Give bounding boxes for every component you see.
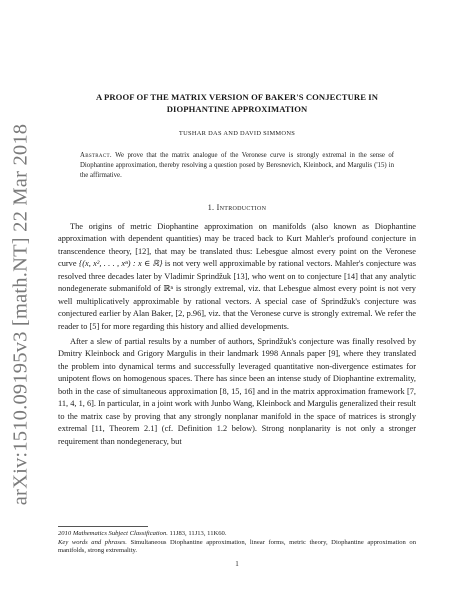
abstract [80,151,394,182]
section-title: Introduction [216,202,267,212]
msc-label: 2010 Mathematics Subject Classification. [58,530,168,537]
intro-paragraph-2: After a slew of partial results by a number of authors, Sprindžuk's conjecture was finally resolved by Dmitry Kleinbock and Grigory Margulis in their landmark 1998 Annals paper [9], where they translated the problem into dynamical terms and successfully leveraged quantitative non-divergence estimates for unipotent flows on homogenous spaces. There has since been an intense study of Diophantine extremality, both in the case of simultaneous approximation [8, 15, 16] and in the matrix approximation framework [7, 11, 4, 1, 6]. In particular, in a joint work with Junbo Wang, Kleinbock and Margulis generalized their result to the matrix case by proving that any strongly nonplanar manifold in the space of matrices is strongly extremal [11, Theorem 2.1] (cf. Definition 1.2 below). Strong nonplanarity is not only a stronger requirement than nondegeneracy, but [58,336,416,446]
intro-paragraph-1-text-c: is strongly extremal, viz. that Lebesgue almost every point is not very well multiplicatively approximable by rational vectors. A special case of Sprindžuk's conjecture was conjectured earlier by Alan Baker, [2, p.96], viz. that the Veronese curve is strongly extremal. We refer the reader to [5] for more regarding this history and allied developments. [58,284,416,331]
paper-title: A PROOF OF THE MATRIX VERSION OF BAKER'S CONJECTURE IN DIOPHANTINE APPROXIMATION [95,92,379,114]
msc-footnote [58,530,416,539]
paper-authors: TUSHAR DAS AND DAVID SIMMONS [178,130,296,137]
intro-paragraph-1-text-b: is not very well approximable by rational vectors. Mahler's conjecture was resolved three decades later by Vladimir Sprindžuk [13], who went on to conjecture [14] that any analytic nondegenerate submanifold of [58,259,416,294]
footnote-rule [58,526,148,527]
arxiv-identifier: arXiv:1510.09195v3 [math.NT] 22 Mar 2018 [9,123,32,505]
abstract-text: We prove that the matrix analogue of the Veronese curve is strongly extremal in the sense of Diophantine approximation, thereby resolving a question posed by Beresnevich, Kleinbock, and Margulis ('15) in the affirmative. [80,152,395,180]
rn-formula: ℝⁿ [163,284,174,294]
footnotes [58,526,416,556]
keywords-footnote [58,539,416,556]
intro-paragraph-1 [58,221,416,334]
keywords-label: Key words and phrases. [58,538,127,546]
veronese-curve-formula: {(x, x², . . . , xⁿ) : x ∈ ℝ} [78,259,163,269]
section-number: 1. [207,202,215,212]
page-number: 1 [235,560,239,568]
keywords-value: Simultaneous Diophantine approximation, linear forms, metric theory, Diophantine approximation on manifolds, strong extremality. [58,538,416,555]
abstract-label: Abstract. [80,152,112,159]
section-heading [58,203,416,212]
arxiv-identifier-stamp [4,118,38,510]
paper-page [58,92,416,448]
msc-value: 11J83, 11J13, 11K60. [167,530,227,537]
intro-paragraph-1-text-a: The origins of metric Diophantine approximation on manifolds (also known as Diophantine approximation with dependent quantities) may be traced back to Kurt Mahler's profound conjecture in transcendence theory, [12], that may be translated thus: Lebesgue almost every point on the Veronese curve [58,221,416,269]
